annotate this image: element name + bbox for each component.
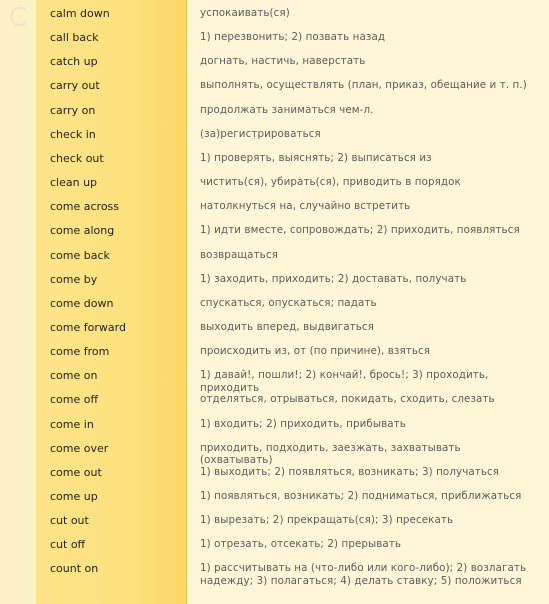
phrasal-verb-definition: чистить(ся), убирать(ся), приводить в порядок [200,176,461,189]
section-letter: C [8,3,28,33]
phrasal-verb-definition: 1) отрезать, отсекать; 2) прерывать [200,538,402,551]
phrasal-verb-definition: 1) входить; 2) приходить, прибывать [200,417,406,430]
phrasal-verb-definition: 1) появляться, возникать; 2) подниматься, приближаться [200,490,522,502]
phrasal-verb-definition: успокаивать(ся) [200,7,290,19]
phrasal-verb-term: carry out [50,79,100,93]
phrasal-verb-definition: происходить из, от (по причине), взяться [200,345,431,358]
phrasal-verb-term: clean up [50,176,98,190]
phrasal-verb-term: come up [50,490,98,503]
phrasal-verb-term: come across [50,200,120,214]
phrasal-verb-definition: 1) проверять, выяснять; 2) выписаться из [200,151,432,164]
phrasal-verb-term: come over [50,441,109,455]
phrasal-verb-term: call back [50,31,99,45]
phrasal-verb-term: come out [50,465,102,479]
phrasal-verb-definition: приходить, подходить, заезжать, захватывать (охватывать) [200,441,461,467]
phrasal-verb-definition: выходить вперед, выдвигаться [200,320,374,333]
phrasal-verb-term: check out [50,151,104,165]
phrasal-verb-definition: возвращаться [200,248,278,261]
phrasal-verb-definition: 1) перезвонить; 2) позвать назад [200,31,386,44]
phrasal-verb-term: calm down [50,7,110,20]
phrasal-verb-term: count on [50,562,99,576]
phrasal-verb-term: come down [50,296,114,310]
phrasal-verb-term: come by [50,272,98,286]
phrasal-verb-definition: спускаться, опускаться; падать [200,296,377,309]
phrasal-verb-term: catch up [50,55,98,69]
phrasal-verb-definition: выполнять, осуществлять (план, приказ, обещание и т. п.) [200,79,527,92]
phrasal-verb-term: come in [50,417,94,431]
phrasal-verb-definition: отделяться, отрываться, покидать, сходить, слезать [200,393,495,406]
phrasal-verb-term: come forward [50,320,126,334]
phrasal-verb-term: come along [50,224,115,238]
phrasal-verb-definition: 1) идти вместе, сопровождать; 2) приходить, появляться [200,224,520,237]
phrasal-verb-term: check in [50,127,96,141]
phrasal-verb-definition: догнать, настичь, наверстать [200,55,366,68]
phrasal-verb-definition: 1) вырезать; 2) прекращать(ся); 3) пресекать [200,514,454,527]
phrasal-verb-definition: 1) заходить, приходить; 2) доставать, получать [200,272,467,285]
phrasal-verb-definition: продолжать заниматься чем-л. [200,103,374,116]
phrasal-verb-term: cut out [50,514,89,528]
phrasal-verb-term: come off [50,393,99,407]
phrasal-verb-term: carry on [50,103,96,117]
phrasal-verb-definition: 1) рассчитывать на (что-либо или кого-либо); 2) возлагать надежду; 3) полагаться; 4) делать ставку; 5) положиться [200,562,527,587]
phrasal-verb-definition: (за)регистрироваться [200,127,321,140]
phrasal-verb-term: come from [50,345,110,359]
phrasal-verb-definition: 1) выходить; 2) появляться, возникать; 3) получаться [200,465,500,478]
phrasal-verb-definition: натолкнуться на, случайно встретить [200,200,411,213]
phrasal-verb-term: come back [50,248,110,262]
phrasal-verb-term: cut off [50,538,86,552]
phrasal-verb-definition: 1) давай!, пошли!; 2) кончай!, брось!; 3) проходить, приходить [200,369,489,394]
phrasal-verb-term: come on [50,369,98,383]
